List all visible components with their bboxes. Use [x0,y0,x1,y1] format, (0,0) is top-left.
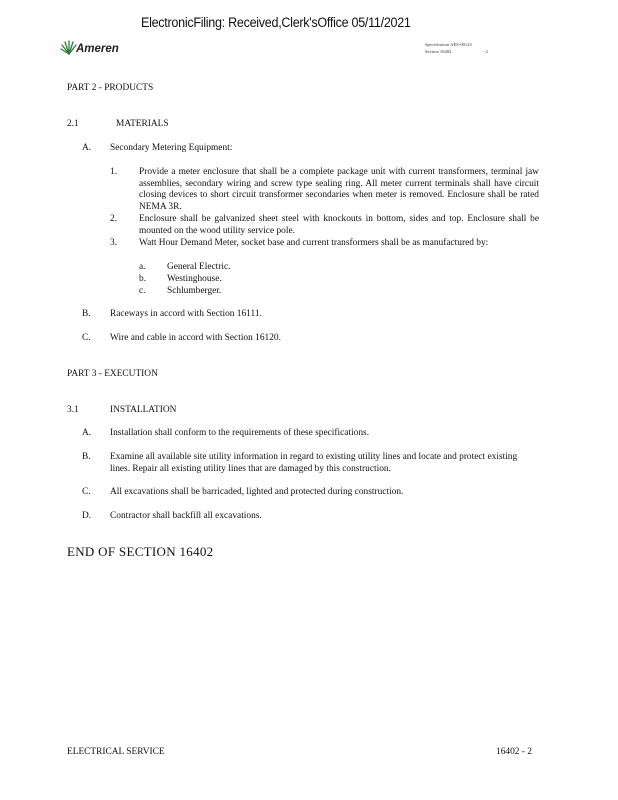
item-text: Wire and cable in accord with Section 16120. [110,333,281,343]
sublist-text: General Electric. [167,262,231,272]
sublist-text: Westinghouse. [167,274,222,284]
section-3-1-number: 3.1 [67,405,79,415]
header-spec: Specification AES-00123 [425,42,472,47]
item-title: Secondary Metering Equipment: [110,143,233,153]
item-letter: A. [82,143,92,153]
logo-wordmark: Ameren [76,43,119,56]
item-letter: A. [82,428,92,438]
list-number: 1. [110,167,118,177]
filing-stamp: ElectronicFiling: Received,Clerk'sOffice 05/11/2021 [141,15,411,30]
section-3-1-title: INSTALLATION [110,405,177,415]
list-number: 3. [110,238,118,248]
item-letter: B. [82,452,91,462]
item-text: All excavations shall be barricaded, lighted and protected during construction. [110,487,404,497]
footer-page-number: 16402 - 2 [496,747,532,757]
sublist-letter: c. [139,286,146,296]
item-letter: C. [82,487,91,497]
item-letter: D. [82,511,92,521]
sublist-text: Schlumberger. [167,286,222,296]
sublist-letter: a. [139,262,146,272]
sublist-letter: b. [139,274,147,284]
item-text: Raceways in accord with Section 16111. [110,309,262,319]
item-letter: B. [82,309,91,319]
list-item-text: Enclosure shall be galvanized sheet steel with knockouts in bottom, sides and top. Enclosure shall be mounted on the wood utility service pole. [139,214,539,236]
item-text: Installation shall conform to the requirements of these specifications. [110,428,370,438]
footer-left: ELECTRICAL SERVICE [67,747,165,757]
list-item-text: Watt Hour Demand Meter, socket base and current transformers shall be as manufactured by: [139,238,489,248]
item-letter: C. [82,333,91,343]
part2-title: PART 2 - PRODUCTS [67,83,154,93]
part3-title: PART 3 - EXECUTION [67,369,158,379]
end-of-section: END OF SECTION 16402 [67,544,214,559]
list-item-text: Provide a meter enclosure that shall be a complete package unit with current transformers, terminal jaw assemblies, secondary wiring and screw type sealing ring. All meter current terminals shall have circuit closing devices to short circuit transformer secondaries when meter is removed. Enclosure shall be rated NEMA 3R. [139,167,539,212]
header-section: Section 16402 [425,49,452,54]
header-page: - 2 [483,49,488,54]
ameren-logo [60,39,119,55]
item-text: Examine all available site utility information in regard to existing utility lines and locate and protect existing lines. Repair all existing utility lines that are damaged by this construction. [110,452,518,474]
list-number: 2. [110,214,118,224]
section-2-1-title: MATERIALS [116,119,169,129]
section-2-1-number: 2.1 [67,119,79,129]
item-text: Contractor shall backfill all excavations. [110,511,262,521]
